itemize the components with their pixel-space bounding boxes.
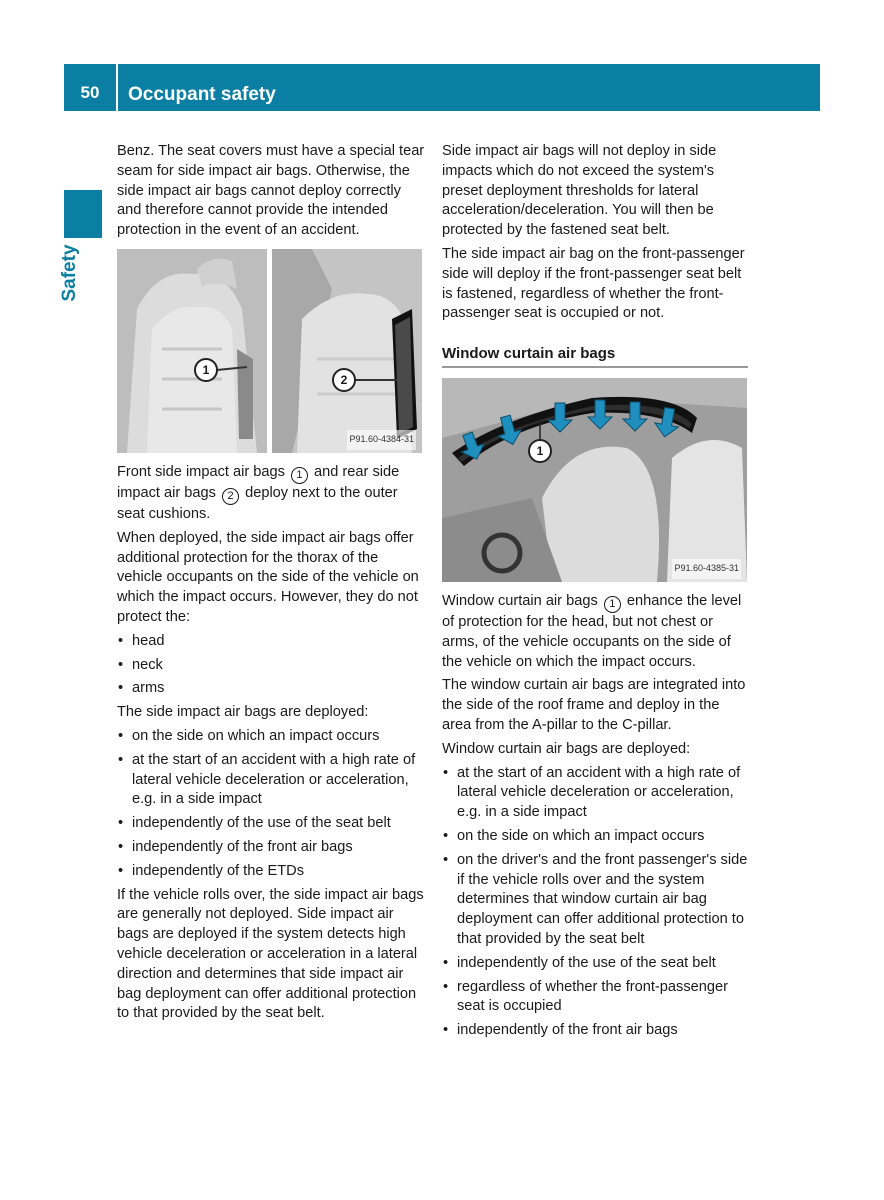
curtain-airbag-image	[442, 378, 747, 582]
list-item: • regardless of whether the front-passenger seat is occupied	[442, 978, 748, 1018]
list-item: • on the side on which an impact occurs	[117, 727, 426, 747]
list-item: • on the side on which an impact occurs	[442, 827, 748, 847]
intro-paragraph: Benz. The seat covers must have a special tear seam for side impact air bags. Otherwise, the side impact air bags cannot deploy correctly and therefore cannot provide the intended protection in the event of an accident.	[117, 143, 425, 239]
list-item: • independently of the front air bags	[117, 838, 426, 858]
figure-code: P91.60-4385-31	[672, 559, 741, 579]
figure-code: P91.60-4384-31	[347, 430, 416, 450]
header-divider	[116, 64, 118, 111]
list-item: • on the driver's and the front passenger's side if the vehicle rolls over and the system determines that window curtain air bag deployment can offer additional protection to that provided by the seat belt	[442, 851, 748, 950]
section-tab-label: Safety	[59, 244, 80, 302]
side-airbag-figure	[117, 249, 426, 453]
figure-caption: Front side impact air bags 1 and rear side impact air bags 2 deploy next to the outer seat cushions.	[117, 463, 400, 522]
callout-2: 2	[340, 372, 348, 387]
list-item: • independently of the front air bags	[442, 1021, 748, 1041]
ref-marker-1: 1	[291, 467, 308, 484]
deployment-conditions-list	[117, 727, 426, 882]
page-number: 50	[80, 83, 100, 102]
page-header	[64, 64, 820, 111]
callout-1: 1	[536, 443, 544, 458]
not-protected-list	[117, 632, 426, 699]
list-item: • at the start of an accident with a high rate of lateral vehicle deceleration or acceleration, e.g. in a side impact	[442, 764, 748, 823]
list-item: • independently of the use of the seat belt	[442, 954, 748, 974]
curtain-deployment-list	[442, 764, 748, 1041]
front-seat-image	[117, 249, 267, 453]
list-item: • arms	[117, 679, 426, 699]
ref-marker-2: 2	[222, 488, 239, 505]
ref-marker-1: 1	[604, 596, 621, 613]
list-item: • independently of the use of the seat belt	[117, 814, 426, 834]
threshold-paragraph: Side impact air bags will not deploy in side impacts which do not exceed the system's preset deployment thresholds for lateral acceleration/deceleration. You will then be protected by the fastened seat belt.	[442, 143, 717, 239]
list-item: • head	[117, 632, 426, 652]
deployed-heading: Window curtain air bags are deployed:	[442, 740, 691, 757]
list-item: • independently of the ETDs	[117, 862, 426, 882]
section-heading: Window curtain air bags	[442, 344, 748, 368]
rear-seat-image	[272, 249, 422, 453]
passenger-side-paragraph: The side impact air bag on the front-passenger side will deploy if the front-passenger seat belt is fastened, regardless of whether the front-passenger seat is occupied or not.	[442, 245, 745, 322]
list-item: • at the start of an accident with a high rate of lateral vehicle deceleration or acceleration, e.g. in a side impact	[117, 751, 426, 810]
right-column	[442, 142, 748, 1045]
protection-paragraph: When deployed, the side impact air bags offer additional protection for the thorax of the vehicle occupants on the side of the vehicle on which the impact occurs. However, they do not protect the:	[117, 529, 419, 625]
left-column	[117, 142, 426, 1028]
list-item: • neck	[117, 656, 426, 676]
section-tab-marker	[64, 190, 102, 238]
deployed-heading: The side impact air bags are deployed:	[117, 704, 369, 721]
figure-caption: Window curtain air bags 1 enhance the level of protection for the head, but not chest or arms, of the vehicle occupants on the side of the vehicle on which the impact occurs.	[442, 592, 742, 670]
integration-paragraph: The window curtain air bags are integrated into the side of the roof frame and deploy in the area from the A-pillar to the C-pillar.	[442, 677, 746, 733]
page-title: Occupant safety	[128, 84, 276, 105]
rollover-paragraph: If the vehicle rolls over, the side impact air bags are generally not deployed. Side impact air bags are deployed if the system detects high vehicle deceleration or acceleration in a lateral direction and determines that side impact air bag deployment can offer additional protection to that provided by the seat belt.	[117, 886, 424, 1022]
callout-1: 1	[202, 362, 210, 377]
